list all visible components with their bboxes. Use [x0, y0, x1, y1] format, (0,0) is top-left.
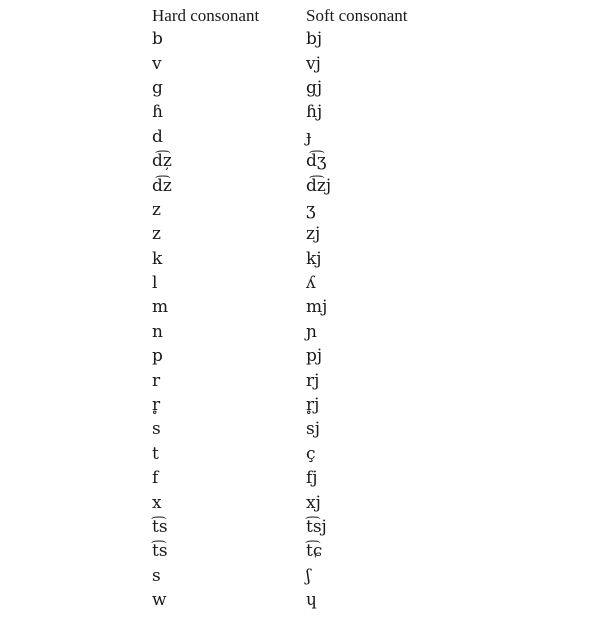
hard-consonant-cell: t [152, 443, 159, 464]
soft-consonant-cell: mj [306, 297, 328, 318]
hard-consonant-cell: s [152, 565, 161, 586]
soft-consonant-cell: rj [306, 370, 320, 391]
soft-consonant-cell: ʒ [306, 199, 316, 220]
table-row [152, 222, 408, 246]
header-hard-consonant: Hard consonant [152, 6, 260, 25]
hard-consonant-cell: s [152, 419, 161, 440]
soft-consonant-cell: sj [306, 419, 320, 440]
table-row [152, 417, 408, 441]
soft-consonant-cell: kj [306, 248, 322, 269]
soft-consonant-cell: ʃ [306, 565, 311, 586]
hard-consonant-cell: w [152, 590, 167, 611]
table-row [152, 198, 408, 222]
table-row [152, 295, 408, 319]
soft-consonant-cell: xj [306, 492, 321, 513]
table-row [152, 27, 408, 51]
soft-consonant-cell: ɥ [306, 590, 317, 611]
hard-consonant-cell: d [152, 126, 163, 147]
table-row [152, 320, 408, 344]
table-row [152, 271, 408, 295]
soft-consonant-cell: fj [306, 468, 318, 489]
table-body [152, 27, 408, 612]
table-row [152, 393, 408, 417]
soft-consonant-cell: ɦj [306, 102, 323, 123]
hard-consonant-cell: b [152, 29, 163, 50]
hard-consonant-cell: f [152, 468, 159, 489]
soft-consonant-cell: ɲ [306, 321, 317, 342]
header-soft-consonant: Soft consonant [306, 6, 408, 25]
soft-consonant-cell: d͡zj [306, 175, 332, 196]
hard-consonant-cell: k [152, 248, 163, 269]
soft-consonant-cell: bj [306, 29, 323, 50]
soft-consonant-cell: r̥j [306, 395, 320, 416]
hard-consonant-cell: n [152, 321, 163, 342]
table-row [152, 539, 408, 563]
hard-consonant-cell: t͡s [152, 541, 168, 562]
hard-consonant-cell: g [152, 77, 163, 98]
hard-consonant-cell: z [152, 199, 161, 220]
table-row [152, 100, 408, 124]
soft-consonant-cell: ç [306, 443, 316, 464]
table-row [152, 76, 408, 100]
soft-consonant-cell: d͡ʒ [306, 151, 327, 172]
hard-consonant-cell: d͡z̦ [152, 151, 172, 172]
table-row [152, 564, 408, 588]
soft-consonant-cell: gj [306, 77, 323, 98]
soft-consonant-cell: zj [306, 224, 321, 245]
table-row [152, 442, 408, 466]
table-row [152, 344, 408, 368]
table-row [152, 173, 408, 197]
table-row [152, 466, 408, 490]
soft-consonant-cell: ʎ [306, 273, 316, 294]
hard-consonant-cell: v [152, 53, 162, 74]
soft-consonant-cell: t͡sj [306, 517, 327, 537]
table-row [152, 515, 408, 539]
soft-consonant-cell: t͡ɕ [306, 541, 323, 562]
table-row [152, 247, 408, 271]
hard-consonant-cell: p [152, 346, 163, 367]
hard-consonant-cell: ɦ [152, 102, 163, 123]
consonant-table [152, 5, 408, 612]
table-row [152, 125, 408, 149]
table-row [152, 51, 408, 75]
soft-consonant-cell: vj [306, 53, 321, 74]
hard-consonant-cell: d͡z [152, 175, 172, 196]
table-row [152, 368, 408, 392]
hard-consonant-cell: r̥ [152, 395, 161, 416]
table-row [152, 588, 408, 612]
hard-consonant-cell: x [152, 492, 162, 513]
hard-consonant-cell: m [152, 297, 169, 318]
hard-consonant-cell: l [152, 273, 158, 294]
soft-consonant-cell: ɟ [306, 126, 312, 147]
soft-consonant-cell: pj [306, 346, 323, 367]
table-header-row [152, 5, 408, 27]
table-row [152, 490, 408, 514]
hard-consonant-cell: t͡s [152, 517, 168, 537]
table-row [152, 149, 408, 173]
hard-consonant-cell: z [152, 224, 161, 245]
hard-consonant-cell: r [152, 370, 161, 391]
